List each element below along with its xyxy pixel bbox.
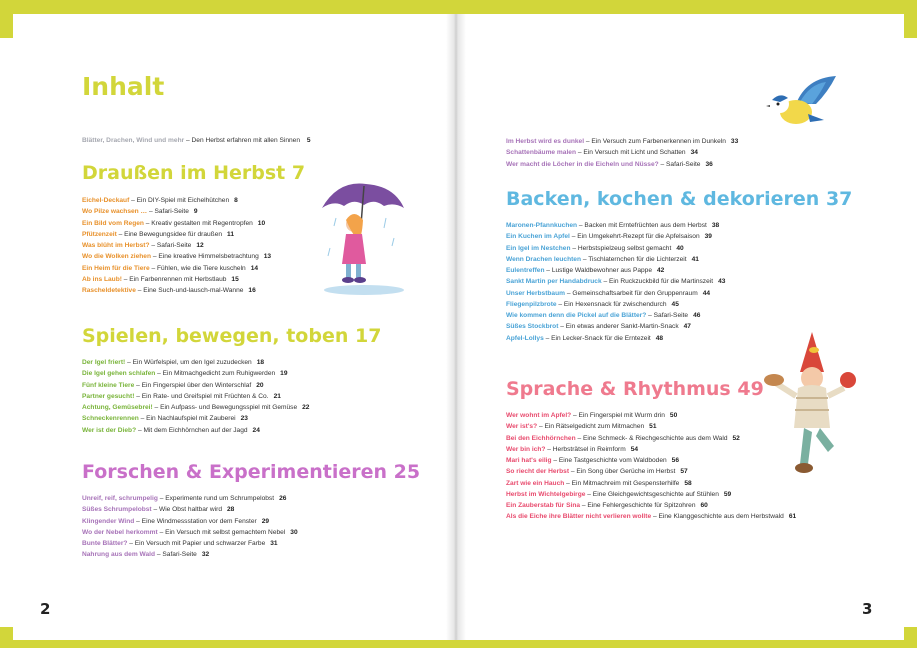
toc-entry[interactable] — [82, 516, 298, 527]
entry-page: 15 — [231, 275, 239, 283]
entry-text: Eine Gleichgewichtsgeschichte auf Stühlen — [592, 490, 719, 498]
entry-text: Ein Ruckzuckbild für die Martinszeit — [608, 278, 714, 286]
entry-page: 12 — [196, 242, 204, 249]
entry-title: Apfel-Lollys — [506, 334, 544, 342]
entry-dash: – — [155, 370, 163, 378]
entry-page: 24 — [252, 426, 260, 434]
entry-text: Experimente rund um Schrumpelobst — [165, 495, 275, 502]
toc-entry[interactable] — [506, 243, 725, 254]
toc-entry[interactable] — [82, 206, 271, 217]
entry-dash: – — [544, 267, 552, 274]
entry-page: 36 — [705, 160, 713, 168]
toc-entry[interactable] — [506, 511, 796, 522]
entry-text: Wie Obst haltbar wird — [158, 506, 222, 514]
toc-list-forschen-continued — [506, 136, 738, 170]
entry-page: 26 — [279, 495, 287, 502]
entry-title: Herbst im Wichtelgebirge — [506, 490, 586, 498]
toc-list-spielen — [82, 357, 309, 436]
entry-dash: – — [569, 468, 577, 476]
entry-dash: – — [585, 490, 593, 498]
entry-dash: – — [134, 517, 142, 525]
entry-page: 41 — [691, 255, 699, 263]
entry-title: So riecht der Herbst — [506, 468, 570, 476]
entry-text: Tischlaternchen für die Lichterzeit — [588, 255, 687, 263]
toc-entry[interactable] — [82, 251, 271, 262]
entry-text: Safari-Seite — [154, 208, 189, 216]
entry-page: 34 — [690, 149, 698, 157]
entry-text: Safari-Seite — [162, 551, 197, 559]
entry-text: Kreativ gestalten mit Regentropfen — [151, 219, 253, 227]
blue-tit-bird-icon — [766, 74, 840, 136]
entry-title: Mari hat's eilig — [506, 457, 552, 464]
header-label: INHALT — [814, 29, 868, 43]
entry-title: Nahrung aus dem Wald — [82, 551, 156, 559]
toc-entry[interactable] — [82, 504, 298, 515]
toc-entry[interactable] — [506, 276, 725, 287]
entry-page: 50 — [669, 412, 678, 419]
entry-dash: – — [138, 415, 147, 423]
entry-dash: – — [545, 445, 553, 453]
entry-title: Ein Kuchen im Apfel — [506, 233, 570, 241]
entry-title: Fliegenpilzbrote — [506, 300, 557, 308]
entry-text: Eine Bewegungsidee für draußen — [124, 230, 223, 238]
entry-text: Herbsträtsel in Reimform — [552, 445, 626, 453]
entry-text: Ein Farbenrennen mit Herbstlaub — [129, 275, 227, 283]
entry-page: 33 — [730, 138, 739, 145]
entry-title: Bei den Eichhörnchen — [506, 434, 576, 442]
entry-page: 58 — [684, 479, 692, 487]
entry-dash: – — [134, 392, 142, 400]
entry-page: 46 — [693, 312, 701, 319]
toc-entry[interactable] — [82, 402, 309, 413]
toc-entry[interactable] — [506, 410, 796, 421]
entry-dash: – — [116, 230, 125, 238]
entry-title: Wer wohnt im Apfel? — [506, 412, 572, 419]
toc-entry[interactable] — [82, 240, 271, 251]
entry-dash: – — [127, 540, 135, 547]
toc-entry[interactable] — [82, 135, 311, 146]
toc-entry[interactable] — [506, 444, 796, 455]
entry-text: Ein DIY-Spiel mit Eichelhütchen — [136, 197, 230, 204]
entry-dash: – — [580, 502, 588, 509]
entry-title: Wer ist's? — [506, 423, 538, 431]
entry-page: 45 — [671, 300, 679, 308]
entry-page: 43 — [718, 278, 726, 286]
entry-text: Ein Versuch zum Farbenerkennen im Dunkeln — [591, 138, 726, 145]
entry-title: Ab ins Laub! — [82, 275, 122, 283]
entry-dash: – — [551, 457, 559, 464]
toc-entry[interactable] — [82, 380, 309, 391]
toc-entry[interactable] — [506, 478, 796, 489]
entry-page: 8 — [234, 197, 238, 204]
entry-dash: – — [601, 278, 609, 286]
entry-title: Wenn Drachen leuchten — [506, 255, 581, 263]
entry-dash: – — [135, 287, 144, 294]
entry-title: Zart wie ein Hauch — [506, 479, 565, 487]
toc-entry[interactable] — [82, 274, 271, 285]
entry-page: 30 — [290, 528, 298, 536]
entry-text: Herbstspielzeug selbst gemacht — [577, 244, 672, 252]
entry-text: Ein Versuch mit Licht und Schatten — [583, 149, 686, 157]
entry-page: 52 — [732, 434, 740, 442]
entry-text: Safari-Seite — [666, 160, 701, 168]
toc-entry[interactable] — [506, 159, 738, 170]
toc-entry[interactable] — [506, 433, 796, 444]
toc-entry[interactable] — [506, 466, 796, 477]
page-title: Inhalt — [82, 72, 165, 101]
entry-page: 31 — [270, 540, 278, 547]
entry-title: Süßes Schrumpelobst — [82, 506, 152, 514]
entry-dash: – — [129, 197, 137, 204]
toc-entry[interactable] — [506, 310, 725, 321]
intro-entry — [82, 135, 311, 146]
entry-page: 59 — [723, 490, 732, 498]
entry-text: Mit dem Eichhörnchen auf der Jagd — [143, 426, 248, 434]
entry-page: 10 — [257, 219, 266, 227]
entry-title: Pfützenzeit — [82, 230, 117, 238]
entry-title: Klingender Wind — [82, 517, 135, 525]
entry-dash: – — [151, 506, 159, 514]
toc-entry[interactable] — [82, 263, 271, 274]
toc-entry[interactable] — [506, 321, 725, 332]
entry-dash: – — [121, 275, 130, 283]
entry-dash: – — [569, 233, 578, 241]
toc-entry[interactable] — [506, 299, 725, 310]
entry-dash: – — [558, 323, 566, 331]
entry-dash: – — [576, 149, 584, 157]
toc-entry[interactable] — [82, 357, 309, 368]
toc-entry[interactable] — [82, 549, 298, 560]
entry-title: Ein Zauberstab für Sina — [506, 502, 581, 509]
entry-title: Rascheldetektive — [82, 287, 136, 294]
entry-title: Blätter, Drachen, Wind und mehr — [82, 137, 185, 144]
toc-entry[interactable] — [506, 489, 796, 500]
entry-page: 40 — [676, 244, 684, 252]
entry-title: Als die Eiche ihre Blätter nicht verlieren wollte — [506, 513, 652, 521]
entry-title: Unreif, reif, schrumpelig — [82, 495, 158, 502]
toc-entry[interactable] — [82, 218, 271, 229]
entry-text: Ein Fingerspiel mit Wurm drin — [578, 412, 665, 419]
entry-title: Eulentreffen — [506, 267, 545, 274]
entry-page: 11 — [227, 230, 235, 238]
entry-title: Bunte Blätter? — [82, 540, 128, 547]
gnome-juggling-icon — [760, 328, 870, 478]
entry-text: Ein Umgekehrt-Rezept für die Apfelsaison — [577, 233, 700, 241]
toc-entry[interactable] — [506, 421, 796, 432]
entry-page: 60 — [700, 502, 708, 509]
entry-dash: – — [143, 219, 152, 227]
entry-page: 13 — [263, 253, 272, 261]
entry-text: Ein etwas anderer Sankt-Martin-Snack — [565, 323, 679, 331]
entry-page: 16 — [248, 287, 256, 294]
entry-page: 18 — [256, 359, 265, 366]
entry-text: Eine Tastgeschichte vom Waldboden — [558, 457, 667, 464]
entry-text: Ein Nachlaufspiel mit Zauberei — [146, 415, 236, 423]
toc-entry[interactable] — [82, 413, 309, 424]
toc-entry[interactable] — [82, 195, 271, 206]
toc-entry[interactable] — [82, 493, 298, 504]
toc-entry[interactable] — [506, 288, 725, 299]
entry-title: Schattenbäume malen — [506, 149, 576, 157]
entry-page: 22 — [302, 404, 310, 411]
entry-text: Fühlen, wie die Tiere kuscheln — [157, 264, 246, 272]
entry-text: Lustige Waldbewohner aus Pappe — [551, 267, 653, 274]
entry-title: Schneckenrennen — [82, 415, 139, 423]
entry-text: Ein Song über Gerüche im Herbst — [576, 468, 676, 476]
entry-page: 57 — [680, 468, 688, 476]
entry-title: Eichel-Deckauf — [82, 197, 130, 204]
entry-text: Eine Such-und-lausch-mal-Wanne — [143, 287, 244, 294]
entry-dash: – — [152, 404, 161, 411]
entry-title: Wo die Wolken ziehen — [82, 253, 151, 261]
entry-title: Maronen-Pfannkuchen — [506, 222, 578, 229]
entry-dash: – — [577, 222, 585, 229]
entry-title: Wer bin ich? — [506, 445, 546, 453]
entry-text: Eine Klanggeschichte aus dem Herbstwald — [658, 513, 784, 521]
toc-entry[interactable] — [506, 220, 725, 231]
entry-title: Ein Heim für die Tiere — [82, 264, 150, 272]
toc-entry[interactable] — [82, 285, 271, 296]
entry-text: Safari-Seite — [653, 312, 689, 319]
page-number-right: 3 — [862, 600, 873, 618]
entry-dash: – — [186, 137, 192, 144]
entry-page: 47 — [683, 323, 691, 331]
entry-title: Wer ist der Dieb? — [82, 426, 137, 434]
entry-page: 32 — [201, 551, 210, 559]
entry-text: Ein Hexensnack für zwischendurch — [563, 300, 667, 308]
entry-title: Unser Herbstbaum — [506, 289, 565, 297]
entry-page: 44 — [702, 289, 711, 297]
toc-entry[interactable] — [82, 391, 309, 402]
entry-text: Ein Rate- und Greifspiel mit Früchten & Co. — [141, 392, 269, 400]
entry-dash: – — [149, 264, 158, 272]
entry-dash: – — [125, 359, 133, 366]
toc-entry[interactable] — [82, 538, 298, 549]
entry-text: Den Herbst erfahren mit allen Sinnen — [191, 137, 301, 144]
entry-page: 28 — [227, 506, 235, 514]
entry-text: Eine Windmessstation vor dem Fenster — [141, 517, 257, 525]
section-title-spielen: Spielen, bewegen, toben 17 — [82, 325, 382, 347]
entry-dash: – — [651, 513, 659, 521]
entry-title: Achtung, Gemüsebrei! — [82, 404, 153, 411]
entry-page: 42 — [657, 267, 665, 274]
entry-title: Fünf kleine Tiere — [82, 381, 135, 389]
entry-text: Backen mit Erntefrüchten aus dem Herbst — [584, 222, 707, 229]
toc-entry[interactable] — [506, 147, 738, 158]
entry-dash: – — [157, 495, 166, 502]
entry-title: Wer macht die Löcher in die Eicheln und Nüsse? — [506, 160, 659, 168]
entry-dash: – — [564, 479, 572, 487]
entry-dash: – — [570, 244, 578, 252]
entry-page: 29 — [261, 517, 270, 525]
entry-dash: – — [149, 242, 157, 249]
entry-page: 5 — [306, 137, 311, 144]
toc-entry[interactable] — [506, 254, 725, 265]
entry-page: 19 — [280, 370, 288, 378]
entry-dash: – — [134, 381, 142, 389]
entry-text: Ein Mitmachreim mit Gespensterhilfe — [571, 479, 680, 487]
entry-title: Süßes Stockbrot — [506, 323, 559, 331]
toc-list-draussen — [82, 195, 271, 296]
toc-entry[interactable] — [82, 425, 309, 436]
entry-title: Wo der Nebel herkommt — [82, 528, 158, 536]
entry-text: Ein Rätselgedicht zum Mitmachen — [544, 423, 645, 431]
entry-title: Wo Pilze wachsen … — [82, 208, 148, 216]
page-number-left: 2 — [40, 600, 51, 618]
toc-entry[interactable] — [506, 231, 725, 242]
section-title-sprache: Sprache & Rhythmus 49 — [506, 378, 764, 400]
toc-list-backen — [506, 220, 725, 344]
girl-with-umbrella-icon — [316, 178, 412, 298]
entry-dash: – — [151, 253, 159, 261]
entry-dash: – — [537, 423, 545, 431]
entry-page: 20 — [256, 381, 264, 389]
entry-title: Der Igel friert! — [82, 359, 126, 366]
entry-title: Sankt Martin per Handabdruck — [506, 278, 602, 286]
entry-page: 38 — [711, 222, 720, 229]
entry-title: Partner gesucht! — [82, 392, 135, 400]
toc-entry[interactable] — [506, 136, 738, 147]
entry-dash: – — [571, 412, 579, 419]
entry-dash: – — [543, 334, 552, 342]
toc-entry[interactable] — [506, 333, 725, 344]
section-title-draussen: Draußen im Herbst 7 — [82, 162, 306, 184]
entry-dash: – — [584, 138, 592, 145]
entry-text: Eine kreative Himmelsbetrachtung — [158, 253, 259, 261]
entry-page: 61 — [788, 513, 797, 521]
entry-text: Safari-Seite — [156, 242, 192, 249]
entry-title: Die Igel gehen schlafen — [82, 370, 156, 378]
toc-list-sprache — [506, 410, 796, 523]
entry-title: Im Herbst wird es dunkel — [506, 138, 585, 145]
entry-text: Ein Fingerspiel über den Winterschlaf — [141, 381, 252, 389]
entry-title: Was blüht im Herbst? — [82, 242, 150, 249]
entry-page: 39 — [704, 233, 712, 241]
entry-text: Eine Schmeck- & Riechgeschichte aus dem Wald — [582, 434, 728, 442]
book-spine — [446, 14, 466, 640]
toc-entry[interactable] — [506, 455, 796, 466]
entry-dash: – — [581, 255, 589, 263]
toc-entry[interactable] — [506, 500, 796, 511]
entry-text: Ein Würfelspiel, um den Igel zuzudecken — [132, 359, 252, 366]
entry-dash: – — [136, 426, 144, 434]
entry-dash: – — [157, 528, 166, 536]
entry-dash: – — [658, 160, 667, 168]
entry-page: 21 — [273, 392, 281, 400]
entry-dash: – — [147, 208, 155, 216]
entry-dash: – — [155, 551, 163, 559]
toc-entry[interactable] — [82, 368, 309, 379]
section-title-forschen: Forschen & Experimentieren 25 — [82, 461, 421, 483]
toc-entry[interactable] — [506, 265, 725, 276]
section-title-backen: Backen, kochen & dekorieren 37 — [506, 188, 853, 210]
entry-text: Eine Fehlergeschichte für Spitzohren — [587, 502, 696, 509]
entry-text: Gemeinschaftsarbeit für den Gruppenraum — [572, 289, 698, 297]
toc-entry[interactable] — [82, 527, 298, 538]
entry-title: Wie kommen denn die Pickel auf die Blätter? — [506, 312, 647, 319]
entry-title: Ein Bild vom Regen — [82, 219, 144, 227]
entry-dash: – — [646, 312, 654, 319]
entry-page: 54 — [630, 445, 639, 453]
entry-page: 48 — [655, 334, 664, 342]
entry-dash: – — [575, 434, 583, 442]
entry-dash: – — [565, 289, 573, 297]
entry-text: Ein Versuch mit selbst gemachtem Nebel — [165, 528, 286, 536]
entry-title: Ein Igel im Nestchen — [506, 244, 571, 252]
entry-dash: – — [556, 300, 564, 308]
entry-page: 56 — [671, 457, 679, 464]
entry-text: Ein Aufpass- und Bewegungsspiel mit Gemüse — [160, 404, 298, 411]
toc-list-forschen — [82, 493, 298, 561]
entry-page: 23 — [240, 415, 248, 423]
entry-page: 51 — [649, 423, 657, 431]
entry-text: Ein Lecker-Snack für die Erntezeit — [551, 334, 651, 342]
entry-text: Ein Versuch mit Papier und schwarzer Farbe — [134, 540, 266, 547]
entry-page: 9 — [193, 208, 198, 216]
entry-page: 14 — [250, 264, 259, 272]
entry-text: Ein Mitmachgedicht zum Ruhigwerden — [162, 370, 276, 378]
toc-entry[interactable] — [82, 229, 271, 240]
